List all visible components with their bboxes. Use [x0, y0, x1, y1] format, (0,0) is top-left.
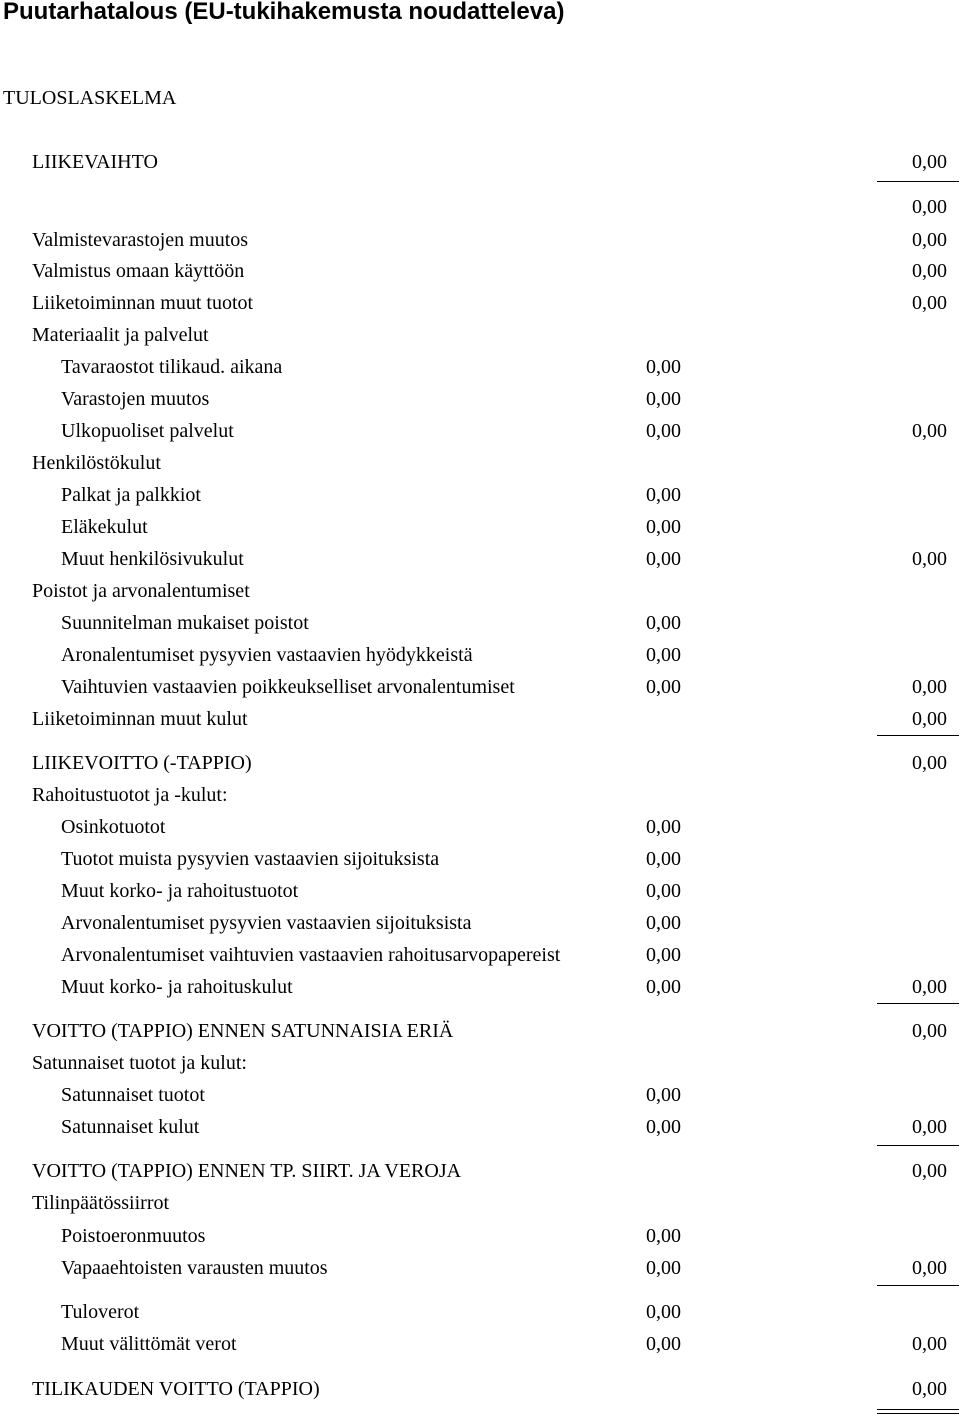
row-label: Liiketoiminnan muut tuotot [32, 292, 254, 314]
total-value: 0,00 [912, 196, 947, 218]
row-label: Muut henkilösivukulut [61, 548, 244, 570]
statement-row [0, 1015, 960, 1047]
underline-rule [877, 181, 959, 182]
row-label: Poistot ja arvonalentumiset [32, 580, 250, 602]
row-label: Valmistus omaan käyttöön [32, 260, 245, 282]
row-label: LIIKEVAIHTO [32, 151, 158, 173]
statement-row [0, 351, 960, 383]
row-label: TULOSLASKELMA [3, 87, 177, 109]
total-value: 0,00 [912, 976, 947, 998]
subtotal-value: 0,00 [646, 1225, 681, 1247]
total-value: 0,00 [912, 1020, 947, 1042]
row-label: Osinkotuotot [61, 816, 166, 838]
subtotal-value: 0,00 [646, 420, 681, 442]
row-label: Henkilöstökulut [32, 452, 161, 474]
row-label: Varastojen muutos [61, 388, 210, 410]
total-value: 0,00 [912, 1116, 947, 1138]
total-value: 0,00 [912, 229, 947, 251]
statement-row [0, 1252, 960, 1284]
row-label: Materiaalit ja palvelut [32, 324, 209, 346]
statement-row [0, 383, 960, 415]
total-value: 0,00 [912, 1160, 947, 1182]
row-label: LIIKEVOITTO (-TAPPIO) [32, 752, 252, 774]
subtotal-value: 0,00 [646, 816, 681, 838]
statement-row [0, 1155, 960, 1187]
row-label: VOITTO (TAPPIO) ENNEN SATUNNAISIA ERIÄ [32, 1020, 454, 1042]
total-value: 0,00 [912, 1378, 947, 1400]
total-value: 0,00 [912, 752, 947, 774]
subtotal-value: 0,00 [646, 644, 681, 666]
row-label: Tuotot muista pysyvien vastaavien sijoituksista [61, 848, 440, 870]
subtotal-value: 0,00 [646, 548, 681, 570]
row-label: Vapaaehtoisten varausten muutos [61, 1257, 328, 1279]
subtotal-value: 0,00 [646, 1084, 681, 1106]
total-value: 0,00 [912, 708, 947, 730]
row-label: Muut korko- ja rahoituskulut [61, 976, 293, 998]
statement-row [0, 779, 960, 811]
statement-row [0, 146, 960, 178]
row-label: Tilinpäätössiirrot [32, 1192, 170, 1214]
statement-row [0, 447, 960, 479]
statement-row [0, 319, 960, 351]
row-label: Satunnaiset kulut [61, 1116, 200, 1138]
statement-row [0, 607, 960, 639]
statement-row [0, 703, 960, 735]
double-underline-rule [877, 1413, 959, 1414]
statement-row [0, 511, 960, 543]
total-value: 0,00 [912, 420, 947, 442]
subtotal-row [0, 191, 960, 223]
statement-row [0, 479, 960, 511]
statement-row [0, 671, 960, 703]
total-value: 0,00 [912, 548, 947, 570]
statement-row [0, 224, 960, 256]
total-value: 0,00 [912, 1333, 947, 1355]
row-label: Valmistevarastojen muutos [32, 229, 249, 251]
statement-row [0, 639, 960, 671]
subtotal-value: 0,00 [646, 388, 681, 410]
row-label: Arvonalentumiset vaihtuvien vastaavien rahoitusarvopapereist [61, 944, 561, 966]
statement-row [0, 907, 960, 939]
subtotal-value: 0,00 [646, 912, 681, 934]
row-label: Palkat ja palkkiot [61, 484, 201, 506]
row-label: Ulkopuoliset palvelut [61, 420, 234, 442]
row-label: Muut korko- ja rahoitustuotot [61, 880, 299, 902]
page-title: Puutarhatalous (EU-tukihakemusta noudatteleva) [3, 0, 565, 25]
statement-row [0, 971, 960, 1003]
row-label: Liiketoiminnan muut kulut [32, 708, 248, 730]
row-label: Suunnitelman mukaiset poistot [61, 612, 309, 634]
statement-row [0, 1296, 960, 1328]
subtotal-value: 0,00 [646, 1116, 681, 1138]
subtotal-value: 0,00 [646, 880, 681, 902]
subtotal-value: 0,00 [646, 612, 681, 634]
statement-row [0, 1047, 960, 1079]
subtotal-value: 0,00 [646, 516, 681, 538]
row-label: Vaihtuvien vastaavien poikkeukselliset arvonalentumiset [61, 676, 515, 698]
total-value: 0,00 [912, 1257, 947, 1279]
statement-row [0, 543, 960, 575]
total-value: 0,00 [912, 292, 947, 314]
double-underline-rule [877, 1409, 959, 1410]
subtotal-value: 0,00 [646, 848, 681, 870]
statement-row [0, 1187, 960, 1219]
subtotal-value: 0,00 [646, 944, 681, 966]
statement-row [0, 255, 960, 287]
row-label: Satunnaiset tuotot [61, 1084, 205, 1106]
subtotal-value: 0,00 [646, 1333, 681, 1355]
row-label: VOITTO (TAPPIO) ENNEN TP. SIIRT. JA VEROJA [32, 1160, 462, 1182]
row-label: Tavaraostot tilikaud. aikana [61, 356, 283, 378]
subtotal-value: 0,00 [646, 1257, 681, 1279]
underline-rule [877, 1003, 959, 1004]
statement-row [0, 1111, 960, 1143]
statement-row [0, 575, 960, 607]
underline-rule [877, 1145, 959, 1146]
subtotal-value: 0,00 [646, 484, 681, 506]
statement-row [0, 1079, 960, 1111]
subtotal-value: 0,00 [646, 976, 681, 998]
statement-row [0, 1328, 960, 1360]
row-label: Satunnaiset tuotot ja kulut: [32, 1052, 247, 1074]
statement-row [0, 811, 960, 843]
row-label: Muut välittömät verot [61, 1333, 237, 1355]
statement-row [0, 415, 960, 447]
row-label: TILIKAUDEN VOITTO (TAPPIO) [32, 1378, 320, 1400]
statement-row [0, 747, 960, 779]
total-value: 0,00 [912, 151, 947, 173]
statement-row [0, 843, 960, 875]
underline-rule [877, 735, 959, 736]
statement-row [0, 1220, 960, 1252]
section-heading [0, 82, 960, 114]
row-label: Poistoeronmuutos [61, 1225, 206, 1247]
subtotal-value: 0,00 [646, 1301, 681, 1323]
row-label: Rahoitustuotot ja -kulut: [32, 784, 228, 806]
statement-row [0, 875, 960, 907]
subtotal-value: 0,00 [646, 356, 681, 378]
statement-row [0, 939, 960, 971]
underline-rule [877, 1285, 959, 1286]
statement-row [0, 287, 960, 319]
subtotal-value: 0,00 [646, 676, 681, 698]
total-value: 0,00 [912, 260, 947, 282]
row-label: Aronalentumiset pysyvien vastaavien hyödykkeistä [61, 644, 473, 666]
row-label: Arvonalentumiset pysyvien vastaavien sijoituksista [61, 912, 472, 934]
total-value: 0,00 [912, 676, 947, 698]
statement-row [0, 1373, 960, 1405]
row-label: Eläkekulut [61, 516, 148, 538]
row-label: Tuloverot [61, 1301, 140, 1323]
